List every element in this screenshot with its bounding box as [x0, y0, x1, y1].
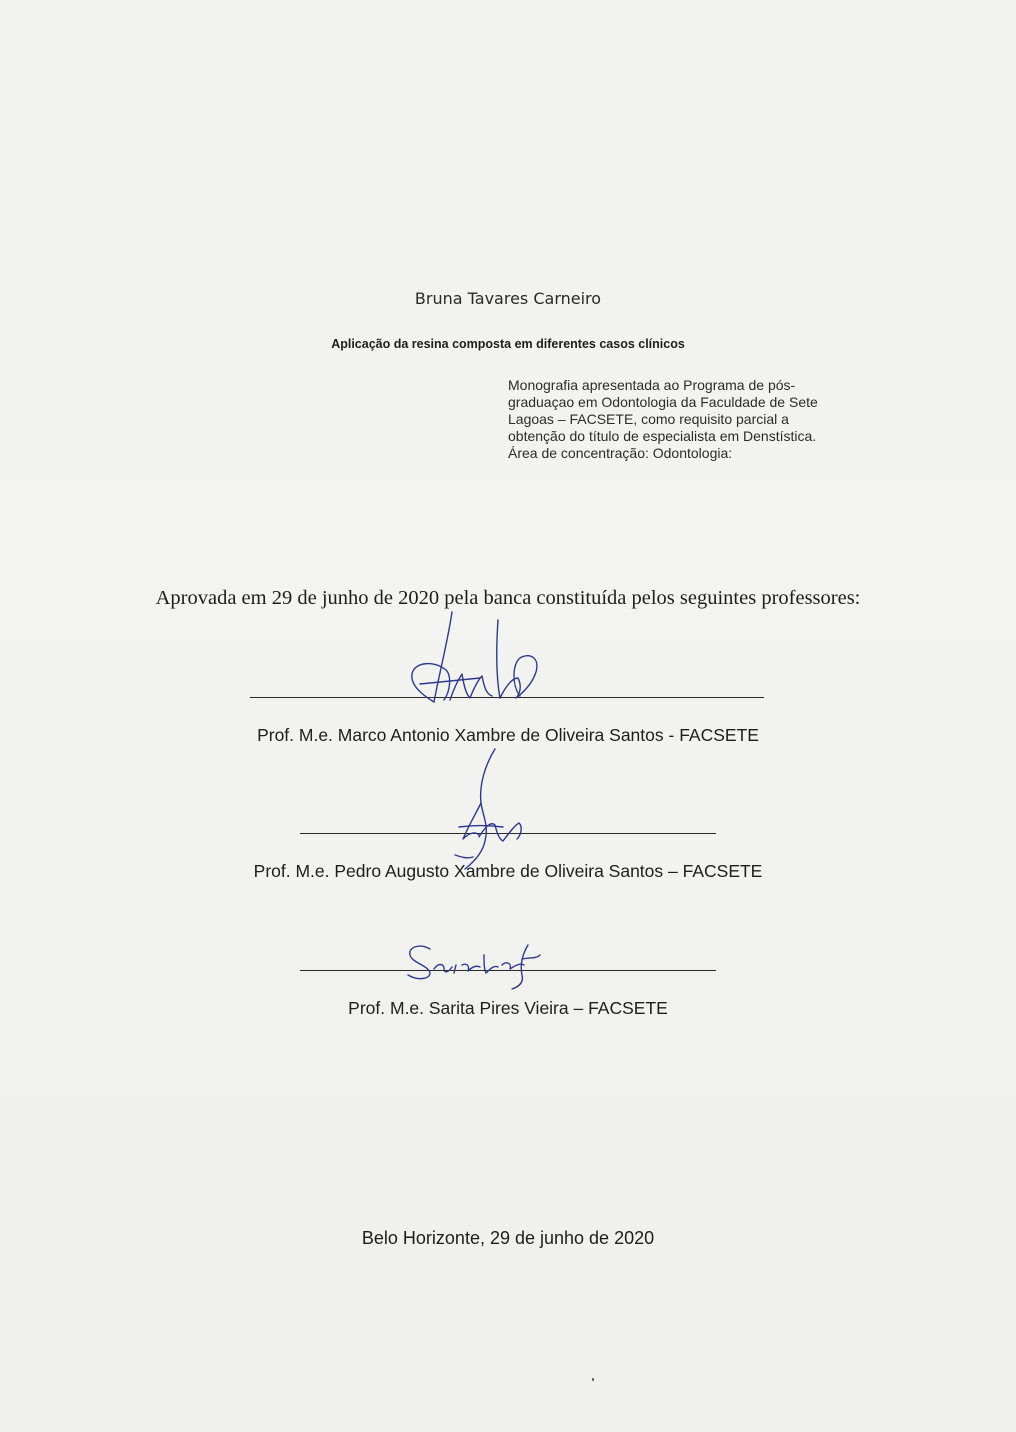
- thesis-description-line: Lagoas – FACSETE, como requisito parcial a: [508, 411, 789, 427]
- signature-image: [445, 745, 535, 875]
- place-and-date: Belo Horizonte, 29 de junho de 2020: [361, 1228, 655, 1248]
- thesis-description-line: Monografia apresentada ao Programa de pós-: [508, 377, 796, 393]
- examiner-name: Prof. M.e. Pedro Augusto Xambre de Oliveira Santos – FACSETE: [253, 861, 763, 881]
- examiner-name: Prof. M.e. Marco Antonio Xambre de Oliveira Santos - FACSETE: [257, 725, 759, 745]
- examiner-name: Prof. M.e. Sarita Pires Vieira – FACSETE: [348, 998, 668, 1018]
- signature-image: [400, 600, 550, 710]
- thesis-description-line: graduaçao em Odontologia da Faculdade de Sete: [508, 394, 818, 410]
- paper-speck: [592, 1378, 594, 1381]
- thesis-description-line: Área de concentração: Odontologia:: [508, 445, 733, 461]
- thesis-description-line: obtenção do título de especialista em Denstística.: [508, 428, 817, 444]
- author-name: Bruna Tavares Carneiro: [414, 289, 602, 308]
- thesis-title: Aplicação da resina composta em diferentes casos clínicos: [331, 337, 685, 351]
- approval-statement: Aprovada em 29 de junho de 2020 pela banca constituída pelos seguintes professores:: [155, 587, 861, 609]
- signature-image: [400, 935, 545, 995]
- thesis-description: [508, 377, 868, 462]
